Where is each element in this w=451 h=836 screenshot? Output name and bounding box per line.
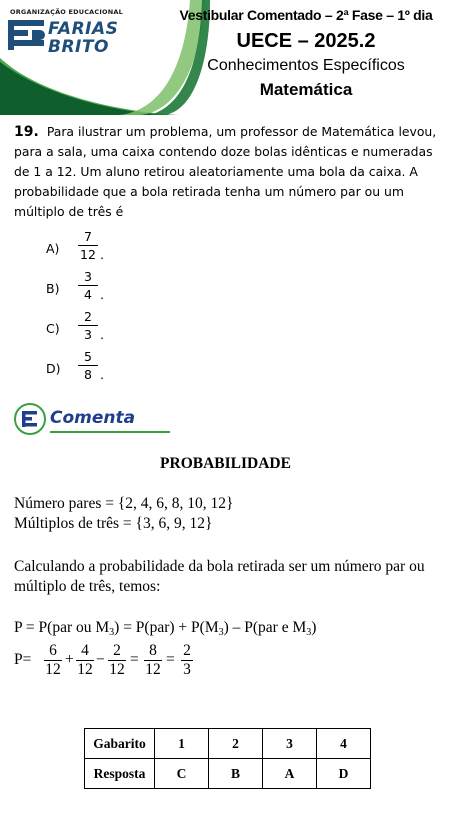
fraction-denominator: 12 <box>45 661 61 679</box>
fraction-numerator: 8 <box>149 642 157 659</box>
fraction-numerator: 7 <box>84 229 92 244</box>
org-label: ORGANIZAÇÃO EDUCACIONAL <box>10 8 123 16</box>
option-letter: B) <box>46 281 60 296</box>
fraction-denominator: 3 <box>183 661 191 679</box>
calc-operator: = <box>166 651 175 668</box>
fraction-numerator: 5 <box>84 349 92 364</box>
formula-part: ) – P(par e M <box>223 619 307 636</box>
fraction-numerator: 3 <box>84 269 92 284</box>
calc-fraction <box>76 642 94 679</box>
solution-title: PROBABILIDADE <box>160 455 291 472</box>
table-cell: B <box>209 759 263 789</box>
calc-operator: + <box>65 651 74 668</box>
calc-fraction <box>144 642 162 679</box>
option-letter: C) <box>46 321 60 336</box>
fraction-denominator: 4 <box>84 287 92 303</box>
fraction-numerator: 2 <box>113 642 121 659</box>
fraction-denominator: 12 <box>80 247 96 263</box>
option-letter: D) <box>46 361 61 376</box>
calc-fraction <box>108 642 126 679</box>
calc-fraction <box>181 642 193 679</box>
calc-lhs: P= <box>14 651 32 668</box>
question-number: 19. <box>14 124 39 140</box>
fraction-bar <box>78 325 98 326</box>
table-cell: A <box>263 759 317 789</box>
fraction-bar <box>78 365 98 366</box>
solution-explanation: Calculando a probabilidade da bola retirada ser um número par ou múltiplo de três, temos: <box>14 558 425 595</box>
exam-edition: UECE – 2025.2 <box>236 30 376 52</box>
table-header-cell: Resposta <box>85 759 155 789</box>
fraction-bar <box>78 285 98 286</box>
exam-title: Vestibular Comentado – 2ª Fase – 1º dia <box>179 7 433 23</box>
fraction-denominator: 12 <box>77 661 93 679</box>
comenta-badge <box>14 403 159 435</box>
table-cell: 2 <box>209 729 263 759</box>
probability-formula <box>14 619 439 638</box>
exam-section: Conhecimentos Específicos <box>207 57 405 74</box>
table-row <box>85 729 371 759</box>
comenta-underline <box>50 431 170 433</box>
fraction-denominator: 12 <box>109 661 125 679</box>
page-header <box>0 0 451 115</box>
calc-operator: = <box>130 651 139 668</box>
comenta-label: Comenta <box>50 408 136 428</box>
calc-fraction <box>44 642 62 679</box>
fraction-denominator: 3 <box>84 327 92 343</box>
question-statement: Para ilustrar um problema, um professor de Matemática levou, para a sala, uma caixa contendo doze bolas idênticas e numeradas de 1 a 12. Um aluno retirou aleatoriamente uma bola da caixa. A probabilidade que a bola retirada tenha um número par ou um múltiplo de três é <box>14 124 437 219</box>
fraction-numerator: 2 <box>84 309 92 324</box>
formula-subscript: 3 <box>109 627 115 638</box>
fraction-numerator: 4 <box>81 642 89 659</box>
option-fraction: 2 3 . <box>76 309 100 342</box>
fraction-denominator: 8 <box>84 367 92 383</box>
formula-part: P = P(par ou M <box>14 619 110 636</box>
table-cell: C <box>155 759 209 789</box>
fraction-bar <box>78 245 98 246</box>
multiples-of-three-set: Múltiplos de três = {3, 6, 9, 12} <box>14 515 213 532</box>
farias-brito-fb-icon <box>14 403 46 435</box>
formula-subscript: 3 <box>218 627 224 638</box>
fraction-numerator: 2 <box>183 642 191 659</box>
brand-name-line2: BRITO <box>48 37 109 57</box>
brand-name-line1: FARIAS <box>48 19 119 39</box>
question-text <box>14 122 439 222</box>
option-letter: A) <box>46 241 60 256</box>
even-numbers-set: Número pares = {2, 4, 6, 8, 10, 12} <box>14 495 234 512</box>
option-fraction: 3 4 . <box>76 269 100 302</box>
answer-key-table <box>84 728 371 789</box>
probability-calculation <box>14 642 314 682</box>
table-header-cell: Gabarito <box>85 729 155 759</box>
fraction-numerator: 6 <box>49 642 57 659</box>
fraction-denominator: 12 <box>145 661 161 679</box>
exam-subject: Matemática <box>259 80 353 99</box>
table-cell: D <box>317 759 371 789</box>
table-cell: 3 <box>263 729 317 759</box>
table-cell: 4 <box>317 729 371 759</box>
fb-logo-icon <box>8 18 46 56</box>
formula-part: ) = P(par) + P(M <box>114 619 219 636</box>
table-row <box>85 759 371 789</box>
calc-operator: − <box>96 651 105 668</box>
option-fraction: 5 8 . <box>76 349 100 382</box>
formula-part: ) <box>311 619 317 636</box>
table-cell: 1 <box>155 729 209 759</box>
formula-subscript: 3 <box>306 627 312 638</box>
option-fraction: 7 12 . <box>76 229 100 262</box>
farias-brito-logo <box>8 8 128 56</box>
